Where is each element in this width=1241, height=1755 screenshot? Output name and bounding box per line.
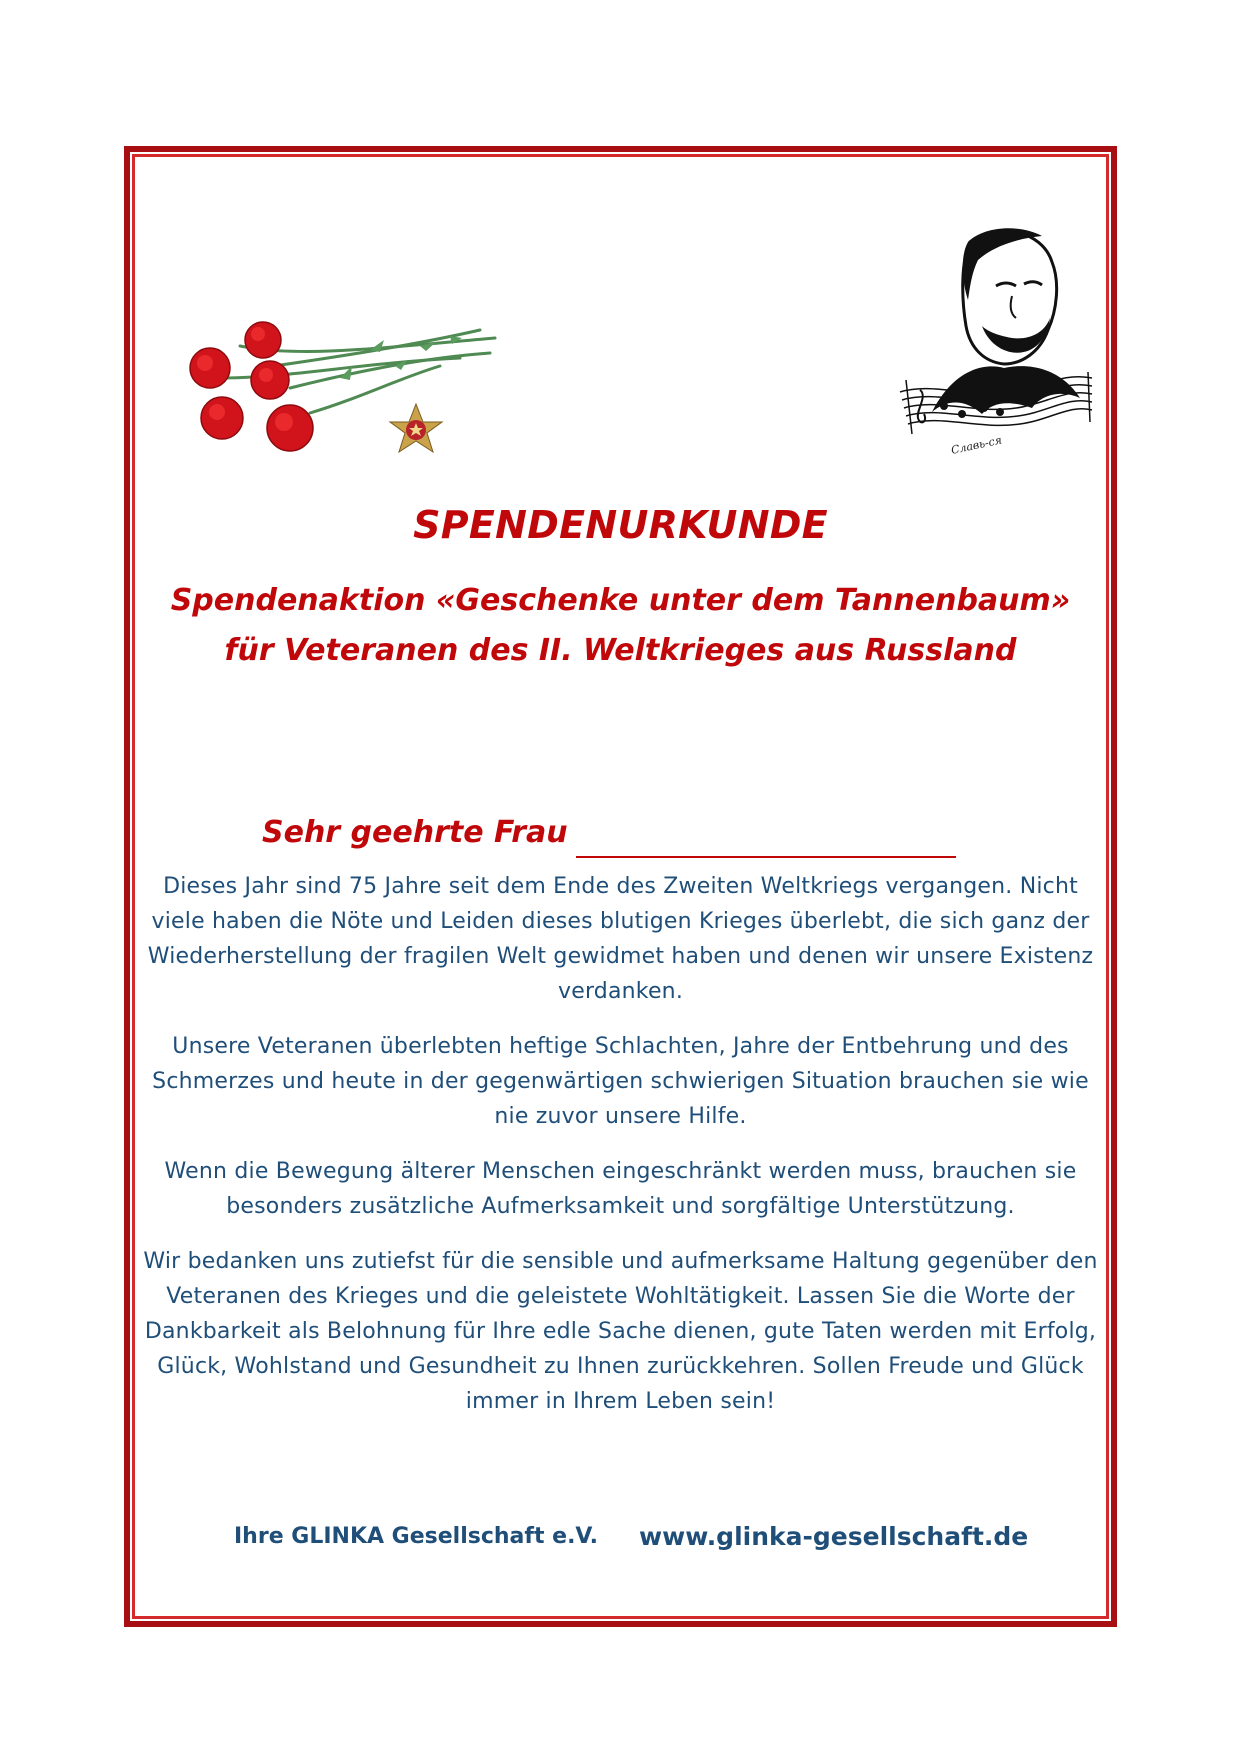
portrait-signature: Славь-ся <box>949 433 1004 457</box>
website-link[interactable]: www.glinka-gesellschaft.de <box>639 1522 1029 1551</box>
order-star-icon <box>390 404 442 452</box>
organization-name: Ihre GLINKA Gesellschaft e.V. <box>234 1524 598 1549</box>
carnations-illustration <box>180 318 510 468</box>
body-paragraph: Unsere Veteranen überlebten heftige Schlachten, Jahre der Entbehrung und des Schmerzes und heute in der gegenwärtigen schwierigen Situation brauchen sie wie nie zuvor unsere Hilfe. <box>152 1034 1089 1129</box>
certificate-title: SPENDENURKUNDE <box>413 503 828 547</box>
certificate-body <box>140 869 1101 1439</box>
salutation-text: Sehr geehrte Frau <box>262 815 568 850</box>
certificate-footer <box>124 1517 1117 1557</box>
certificate-subtitle: Spendenaktion «Geschenke unter dem Tannenbaum» für Veteranen des II. Weltkrieges aus Russland <box>170 583 1071 668</box>
recipient-name-blank <box>576 818 956 858</box>
body-paragraph: Wenn die Bewegung älterer Menschen eingeschränkt werden muss, brauchen sie besonders zusätzliche Aufmerksamkeit und sorgfältige Unterstützung. <box>164 1159 1077 1219</box>
salutation-line <box>262 808 956 858</box>
composer-portrait-illustration <box>892 222 1094 472</box>
body-paragraph: Dieses Jahr sind 75 Jahre seit dem Ende des Zweiten Weltkriegs vergangen. Nicht viele haben die Nöte und Leiden dieses blutigen Krieges überlebt, die sich ganz der Wiederherstellung der fragilen Welt gewidmet haben und denen wir unsere Existenz verdanken. <box>147 874 1094 1004</box>
body-paragraph: Wir bedanken uns zutiefst für die sensible und aufmerksame Haltung gegenüber den Veteranen des Krieges und die geleistete Wohltätigkeit. Lassen Sie die Worte der Dankbarkeit als Belohnung für Ihre edle Sache dienen, gute Taten werden mit Erfolg, Glück, Wohlstand und Gesundheit zu Ihnen zurückkehren. Sollen Freude und Glück immer in Ihrem Leben sein! <box>143 1249 1098 1414</box>
